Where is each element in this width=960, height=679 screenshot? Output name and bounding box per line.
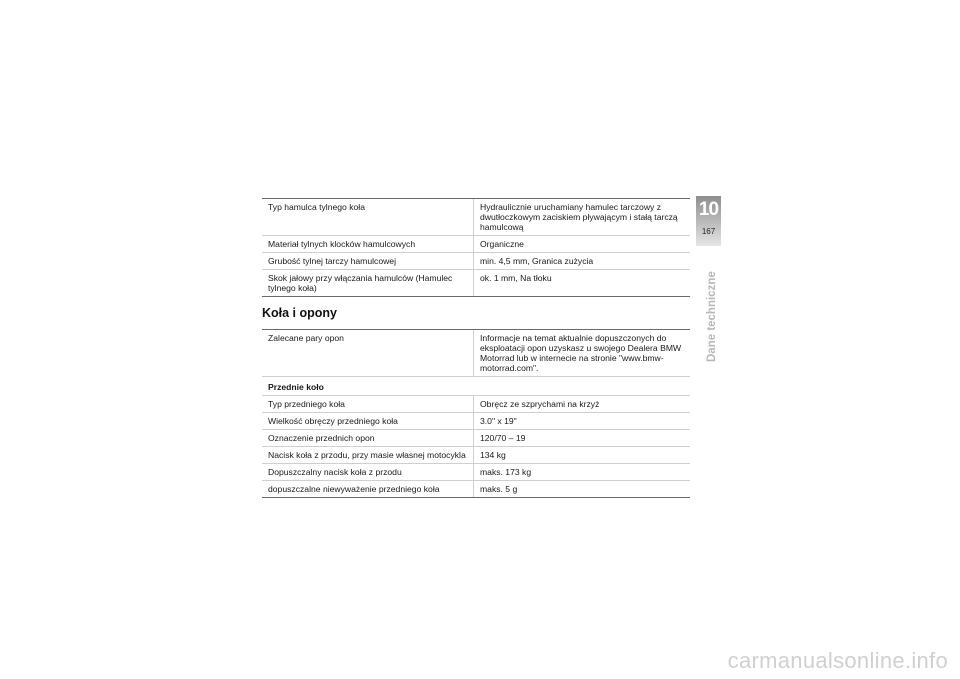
spec-value: Hydraulicznie uruchamiany hamulec tarczowy z dwutłoczkowym zaciskiem pływającym i stałą tarczą hamulcową <box>474 199 691 236</box>
spec-value: 3.0" x 19" <box>474 413 691 430</box>
table-row <box>262 464 690 481</box>
chapter-number: 10 <box>698 199 719 220</box>
spec-label: Oznaczenie przednich opon <box>262 430 474 447</box>
spec-label: Typ hamulca tylnego koła <box>262 199 474 236</box>
spec-value: Organiczne <box>474 236 691 253</box>
spec-label: Nacisk koła z przodu, przy masie własnej motocykla <box>262 447 474 464</box>
spec-label: Materiał tylnych klocków hamulcowych <box>262 236 474 253</box>
spec-content <box>262 198 690 498</box>
table-row <box>262 330 690 377</box>
spec-label: Dopuszczalny nacisk koła z przodu <box>262 464 474 481</box>
spec-label: Zalecane pary opon <box>262 330 474 377</box>
table-row <box>262 270 690 297</box>
spec-label: Wielkość obręczy przedniego koła <box>262 413 474 430</box>
spec-value: maks. 5 g <box>474 481 691 498</box>
spec-label: dopuszczalne niewyważenie przedniego koła <box>262 481 474 498</box>
table-row <box>262 199 690 236</box>
spec-label: Grubość tylnej tarczy hamulcowej <box>262 253 474 270</box>
table-row <box>262 481 690 498</box>
subsection-heading: Przednie koło <box>262 377 690 396</box>
page-number: 167 <box>701 227 716 236</box>
table-row <box>262 430 690 447</box>
section-title: Koła i opony <box>262 306 337 320</box>
spec-value: Informacje na temat aktualnie dopuszczonych do eksploatacji opon uzyskasz u swojego Dealera BMW Motorrad lub w internecie na stronie "www.bmw-motorrad.com". <box>474 330 691 377</box>
spec-value: ok. 1 mm, Na tłoku <box>474 270 691 297</box>
spec-value: min. 4,5 mm, Granica zużycia <box>474 253 691 270</box>
spec-label: Typ przedniego koła <box>262 396 474 413</box>
table-row <box>262 396 690 413</box>
spec-value: 120/70 – 19 <box>474 430 691 447</box>
table-row <box>262 447 690 464</box>
chapter-tab <box>696 196 721 246</box>
spec-value: Obręcz ze szprychami na krzyż <box>474 396 691 413</box>
tyre-spec-table <box>262 329 690 498</box>
table-row <box>262 236 690 253</box>
watermark: carmanualsonline.info <box>727 648 948 673</box>
subsection-heading-row <box>262 377 690 396</box>
brake-spec-table <box>262 198 690 297</box>
spec-value: 134 kg <box>474 447 691 464</box>
table-row <box>262 253 690 270</box>
spec-value: maks. 173 kg <box>474 464 691 481</box>
chapter-side-label: Dane techniczne <box>706 271 718 362</box>
spec-label: Skok jałowy przy włączania hamulców (Hamulec tylnego koła) <box>262 270 474 297</box>
table-row <box>262 413 690 430</box>
